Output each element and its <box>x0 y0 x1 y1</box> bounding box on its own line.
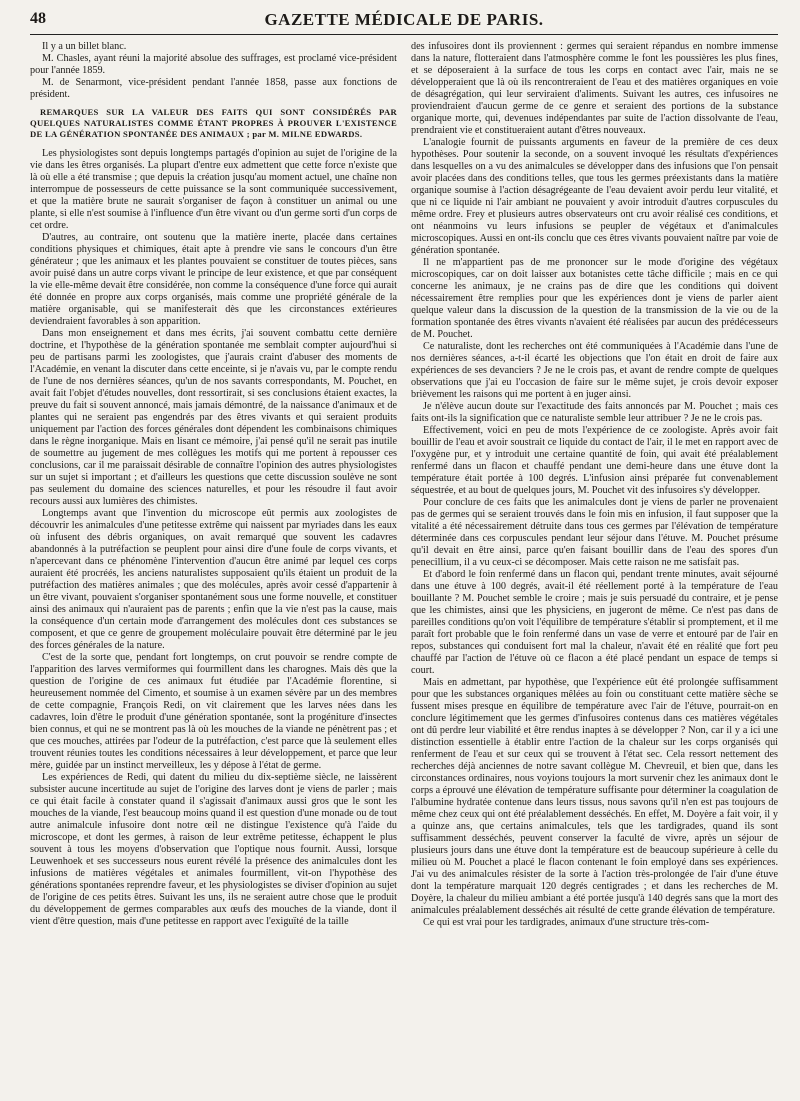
page-number: 48 <box>30 10 46 27</box>
journal-title: GAZETTE MÉDICALE DE PARIS. <box>264 10 544 29</box>
paragraph: M. Chasles, ayant réuni la majorité absolue des suffrages, est proclamé vice-président pour l'année 1859. <box>30 53 397 76</box>
paragraph: Longtemps avant que l'invention du microscope eût permis aux zoologistes de découvrir les animalcules d'une petitesse extrême qui naissent par myriades dans les eaux où infusent des débris organiques, on avait remarqué que souvent les cadavres abandonnés à la putréfaction se peuplent pour ainsi dire d'une foule de corps vivants, et n'apercevant dans ce phénomène l'intervention d'aucun être animé par lequel ces corps auraient été procréés, les anciens naturalistes supposaient qu'ils étaient un produit de la putréfaction des matières animales ; que des molécules, après avoir cessé d'appartenir à un être vivant, pouvaient s'organiser spontanément sous une forme nouvelle, et constituer ainsi des animaux qui n'auraient pas de parents ; enfin que la vie n'est pas la cause, mais la conséquence d'un certain mode d'arrangement des molécules dont ces substances se composent, et que ce genre de groupement moléculaire pouvait être déterminé par le jeu des forces générales de la nature. <box>30 508 397 651</box>
paragraph: Dans mon enseignement et dans mes écrits, j'ai souvent combattu cette dernière doctrine, et l'hypothèse de la génération spontanée me semblait compter aujourd'hui si peu de partisans parmi les zoologistes, que j'aurais craint d'abuser des moments de l'Académie, en venant la discuter dans cette enceinte, si je n'avais vu, par le compte rendu de l'une de nos dernières séances, qu'un de nos savants correspondants, M. Pouchet, en avait fait l'objet d'études nouvelles, dont ressortirait, si ses conclusions étaient exactes, la preuve du fait si souvent annoncé, mais jamais démontré, de la naissance d'animaux et de plantes qui ne seraient pas engendrés par des êtres vivants et qui seraient produits uniquement par l'action des forces générales dont dépendent les combinaisons chimiques dans le règne inorganique. Mais en lisant ce mémoire, j'ai pensé qu'il ne serait pas inutile de soumettre au jugement de mes collègues les motifs qui me portent à repousser ces conclusions, car il me paraissait désirable de connaître l'opinion des autres physiologistes sur un sujet si important ; et d'ailleurs les questions que cette discussion soulève ne sont pas seulement du domaine des sciences naturelles, et pour les résoudre il faut avoir recours aussi aux lumières des chimistes. <box>30 328 397 507</box>
text-columns <box>30 41 778 1101</box>
paragraph: Mais en admettant, par hypothèse, que l'expérience eût été prolongée suffisamment pour que les substances organiques mêlées au foin ou constituant cette matière sèche se fussent mises presque en équilibre de température avec l'air de l'étuve, pourrait-on en conclure légitimement que les germes d'infusoires contenus dans ces matières végétales ont dû perdre leur viabilité et être rendus inaptes à se développer ? Non, car il y a ici une distinction essentielle à établir entre l'action de la chaleur sur les corps organisés qui renferment de l'eau et sur ceux qui se trouvent à l'état sec. Cela ressort nettement des recherches déjà anciennes de notre savant collègue M. Chevreuil, et bien que, dans les circonstances ordinaires, nous voyions toujours la mort survenir chez les animaux dont le corps a éprouvé une élévation de température suffisante pour déterminer la coagulation de l'albumine hydratée contenue dans leurs tissus, nous savons qu'il n'en est pas toujours de même chez ceux qui ont été préalablement desséchés. En effet, M. Doyère a fait voir, il y a quinze ans, que certains animalcules, tels que les tardigrades, quand ils sont suffisamment desséchés, peuvent conserver la faculté de vivre, après un séjour de plusieurs jours dans une étuve dont la température est de beaucoup supérieure à celle du milieu où M. Pouchet a placé le flacon contenant le foin employé dans ses expériences. J'ai vu des animalcules résister de la sorte à l'action très-prolongée de l'air d'une étuve dont la température marquait 120 degrés centigrades ; et dans les recherches de M. Doyère, la chaleur du milieu ambiant a été portée jusqu'à 140 degrés sans que la mort des animalcules préalablement desséchés ait résulté de cette grande élévation de température. <box>411 677 778 916</box>
paragraph: Il y a un billet blanc. <box>42 41 127 52</box>
paragraph: Et d'abord le foin renfermé dans un flacon qui, pendant trente minutes, avait séjourné dans une étuve à 100 degrés, avait-il été réellement porté à la température de l'eau bouillante ? M. Pouchet semble le croire ; mais je suis persuadé du contraire, et je pense que les chimistes, ainsi que les physiciens, en jugeront de même. Ce n'est pas dans de pareilles conditions qu'on voit l'équilibre de température s'établir si promptement, et il me paraît fort probable que le foin renfermé dans un vase de verre et entouré par de l'air en repos, substances qui conduisent fort mal la chaleur, n'avait été en réalité que fort peu chauffé par l'action de l'étuve où ce flacon a été placé pendant un espace de temps si court. <box>411 569 778 676</box>
paragraph: des infusoires dont ils proviennent : germes qui seraient répandus en nombre immense dans la nature, flotteraient dans l'atmosphère comme le font les poussières les plus fines, et se déposeraient à la surface de tous les corps en contact avec l'air, mais ne se développeraient que là où ils rencontreraient de l'eau et des matières organiques en voie de désagrégation, qui leur serviraient d'aliments. Suivant les autres, ces infusoires ne proviendraient d'aucun germe de ce genre et seraient des portions de la substance organique morte, qui, devenues indépendantes par suite de l'action dissolvante de l'eau, prendraient vie et constitueraient autant d'êtres nouveaux. <box>411 41 778 136</box>
paragraph: Effectivement, voici en peu de mots l'expérience de ce zoologiste. Après avoir fait bouillir de l'eau et avoir soustrait ce liquide du contact de l'air, il le met en rapport avec de l'oxygène pur, et y introduit une certaine quantité de foin, qui avait été préalablement renfermé dans un flacon et chauffé pendant une demi-heure dans une étuve dont la température était portée à 100 degrés. L'infusion ainsi préparée fut convenablement séquestrée, et au bout de quelques jours, M. Pouchet vit des infusoires s'y développer. <box>411 425 778 496</box>
paragraph: Pour conclure de ces faits que les animalcules dont je viens de parler ne provenaient pas de germes qui se seraient trouvés dans le foin mis en infusion, il faut supposer que la vitalité a été nécessairement détruite dans tous ces germes par l'élévation de température déterminée dans ces corpuscules pendant leur séjour dans l'étuve. M. Pouchet présume qu'il devait en être ainsi, parce qu'en faisant bouillir dans de l'eau des spores d'un penecillium, il a vu ceux-ci se décomposer. Mais cette raison ne me satisfait pas. <box>411 497 778 568</box>
paragraph: Je n'élève aucun doute sur l'exactitude des faits annoncés par M. Pouchet ; mais ces faits ont-ils la signification que ce naturaliste semble leur attribuer ? Je ne le crois pas. <box>411 401 778 424</box>
left-column <box>30 41 397 1101</box>
article-heading: REMARQUES SUR LA VALEUR DES FAITS QUI SONT CONSIDÉRÉS PAR QUELQUES NATURALISTES COMME ÉTANT PROPRES À PROUVER L'EXISTENCE DE LA GÉNÉRATION SPONTANÉE DES ANIMAUX ; par M. MILNE EDWARDS. <box>30 107 397 139</box>
paragraph: D'autres, au contraire, ont soutenu que la matière inerte, placée dans certaines conditions physiques et chimiques, était apte à prendre vie sans le concours d'un être générateur ; que les animaux et les plantes pouvaient se constituer de toutes pièces, sans avoir puisé dans un autre corps vivant le principe de leur existence, et que par conséquent la vie elle-même devait être considérée, non comme la conséquence d'une force qui aurait été donnée en propre aux corps organisés, mais comme une propriété générale de la matière organisable, qui se manifesterait dès que les circonstances extérieures deviendraient favorables à son apparition. <box>30 232 397 327</box>
paragraph: Les expériences de Redi, qui datent du milieu du dix-septième siècle, ne laissèrent subsister aucune incertitude au sujet de l'origine des larves dont je viens de parler ; mais ce qui était facile à constater quand il s'agissait d'animaux aussi gros que le sont les mouches de la viande, l'est beaucoup moins quand il est question d'une monade ou de tout autre animalcule infusoire dont notre œil ne distingue l'existence qu'à l'aide du microscope, et dont les germes, à raison de leur extrême petitesse, échappent le plus souvent à tous les moyens d'observation que l'optique nous fournit. Aussi, lorsque Leuwenhoek et ses successeurs nous eurent révélé la présence des animalcules dont les infusions de matières végétales et animales fourmillent, vit-on l'hypothèse des générations spontanées reprendre faveur, et les physiologistes se diviser d'opinion au sujet de l'origine de ces petits êtres. Suivant les uns, ils ne seraient autre chose que le produit du développement de germes comparables aux œufs des mouches de la viande, dont il vient d'être question, mais d'une petitesse en rapport avec l'exiguïté de la taille <box>30 772 397 927</box>
page-header <box>30 10 778 35</box>
paragraph: M. de Senarmont, vice-président pendant l'année 1858, passe aux fonctions de président. <box>30 77 397 100</box>
right-column <box>411 41 778 1101</box>
paragraph: Ce qui est vrai pour les tardigrades, animaux d'une structure très-com- <box>423 917 710 928</box>
paragraph: L'analogie fournit de puissants arguments en faveur de la première de ces deux hypothèses. Pour soutenir la seconde, on a souvent invoqué les résultats d'expériences dans lesquelles on a vu des animalcules se développer dans des infusions que l'on pensait avoir placées dans des conditions telles, que tous les germes préexistants dans la matière organique soumise à l'action désagrégeante de l'eau devaient avoir perdu leur vitalité, et que ni ce liquide ni l'air ambiant ne pouvaient y avoir introduit d'autres corpuscules du même ordre. Frey et plusieurs autres observateurs ont cru avoir réalisé ces conditions, et ont néanmoins vu leurs infusions se peupler de végétaux et d'animalcules microscopiques. Aussi en ont-ils conclu que ces êtres vivants pouvaient naître par voie de génération spontanée. <box>411 137 778 256</box>
paragraph: Il ne m'appartient pas de me prononcer sur le mode d'origine des végétaux microscopiques, car on doit laisser aux botanistes cette tâche difficile ; mais en ce qui concerne les animaux, je ne crains pas de dire que les conditions qui doivent nécessairement être remplies pour que les expériences dont je viens de parler aient quelque valeur dans la discussion de la question de la transmission de la vie ou de la formation spontanée des êtres vivants n'avaient été réalisées par aucun des prédécesseurs de M. Pouchet. <box>411 257 778 340</box>
paragraph: C'est de la sorte que, pendant fort longtemps, on crut pouvoir se rendre compte de l'apparition des larves vermiformes qui fourmillent dans les charognes. Mais dès que la question de l'origine de ces animaux fut étudiée par l'Académie florentine, si heureusement nommée del Cimento, et soumise à un examen sévère par un des membres de cette compagnie, François Redi, on vit clairement que les larves nées dans les cadavres, loin d'être le produit d'une génération spontanée, sont la progéniture d'insectes bien connus, et qui ne se montrent pas là où les mouches de la viande ne pénètrent pas ; et que ces mouches, attirées par l'odeur de la putréfaction, c'est parce que là seulement elles trouvent réunies toutes les conditions nécessaires à leur développement, et parce que leur mère, guidée par un instinct merveilleux, les y dépose à l'état de germe. <box>30 652 397 771</box>
paragraph: Les physiologistes sont depuis longtemps partagés d'opinion au sujet de l'origine de la vie dans les êtres organisés. La plupart d'entre eux admettent que cette force n'existe que là où elle a été transmise ; que depuis la création jusqu'au moment actuel, une chaîne non interrompue de possesseurs de cette puissance se la sont communiquée successivement, et que la matière brute ne saurait s'organiser de façon à constituer un animal ou une plante, si elle n'est soumise à l'influence d'un être vivant ou d'un germe sorti d'un corps de cet ordre. <box>30 148 397 231</box>
paragraph: Ce naturaliste, dont les recherches ont été communiquées à l'Académie dans l'une de nos dernières séances, a-t-il écarté les objections que l'on était en droit de faire aux expériences de ses devanciers ? Je ne le crois pas, et avant de rendre compte de quelques observations que j'ai eu l'occasion de faire sur le même sujet, je crois devoir exposer brièvement les raisons qui me portent à en juger ainsi. <box>411 341 778 400</box>
